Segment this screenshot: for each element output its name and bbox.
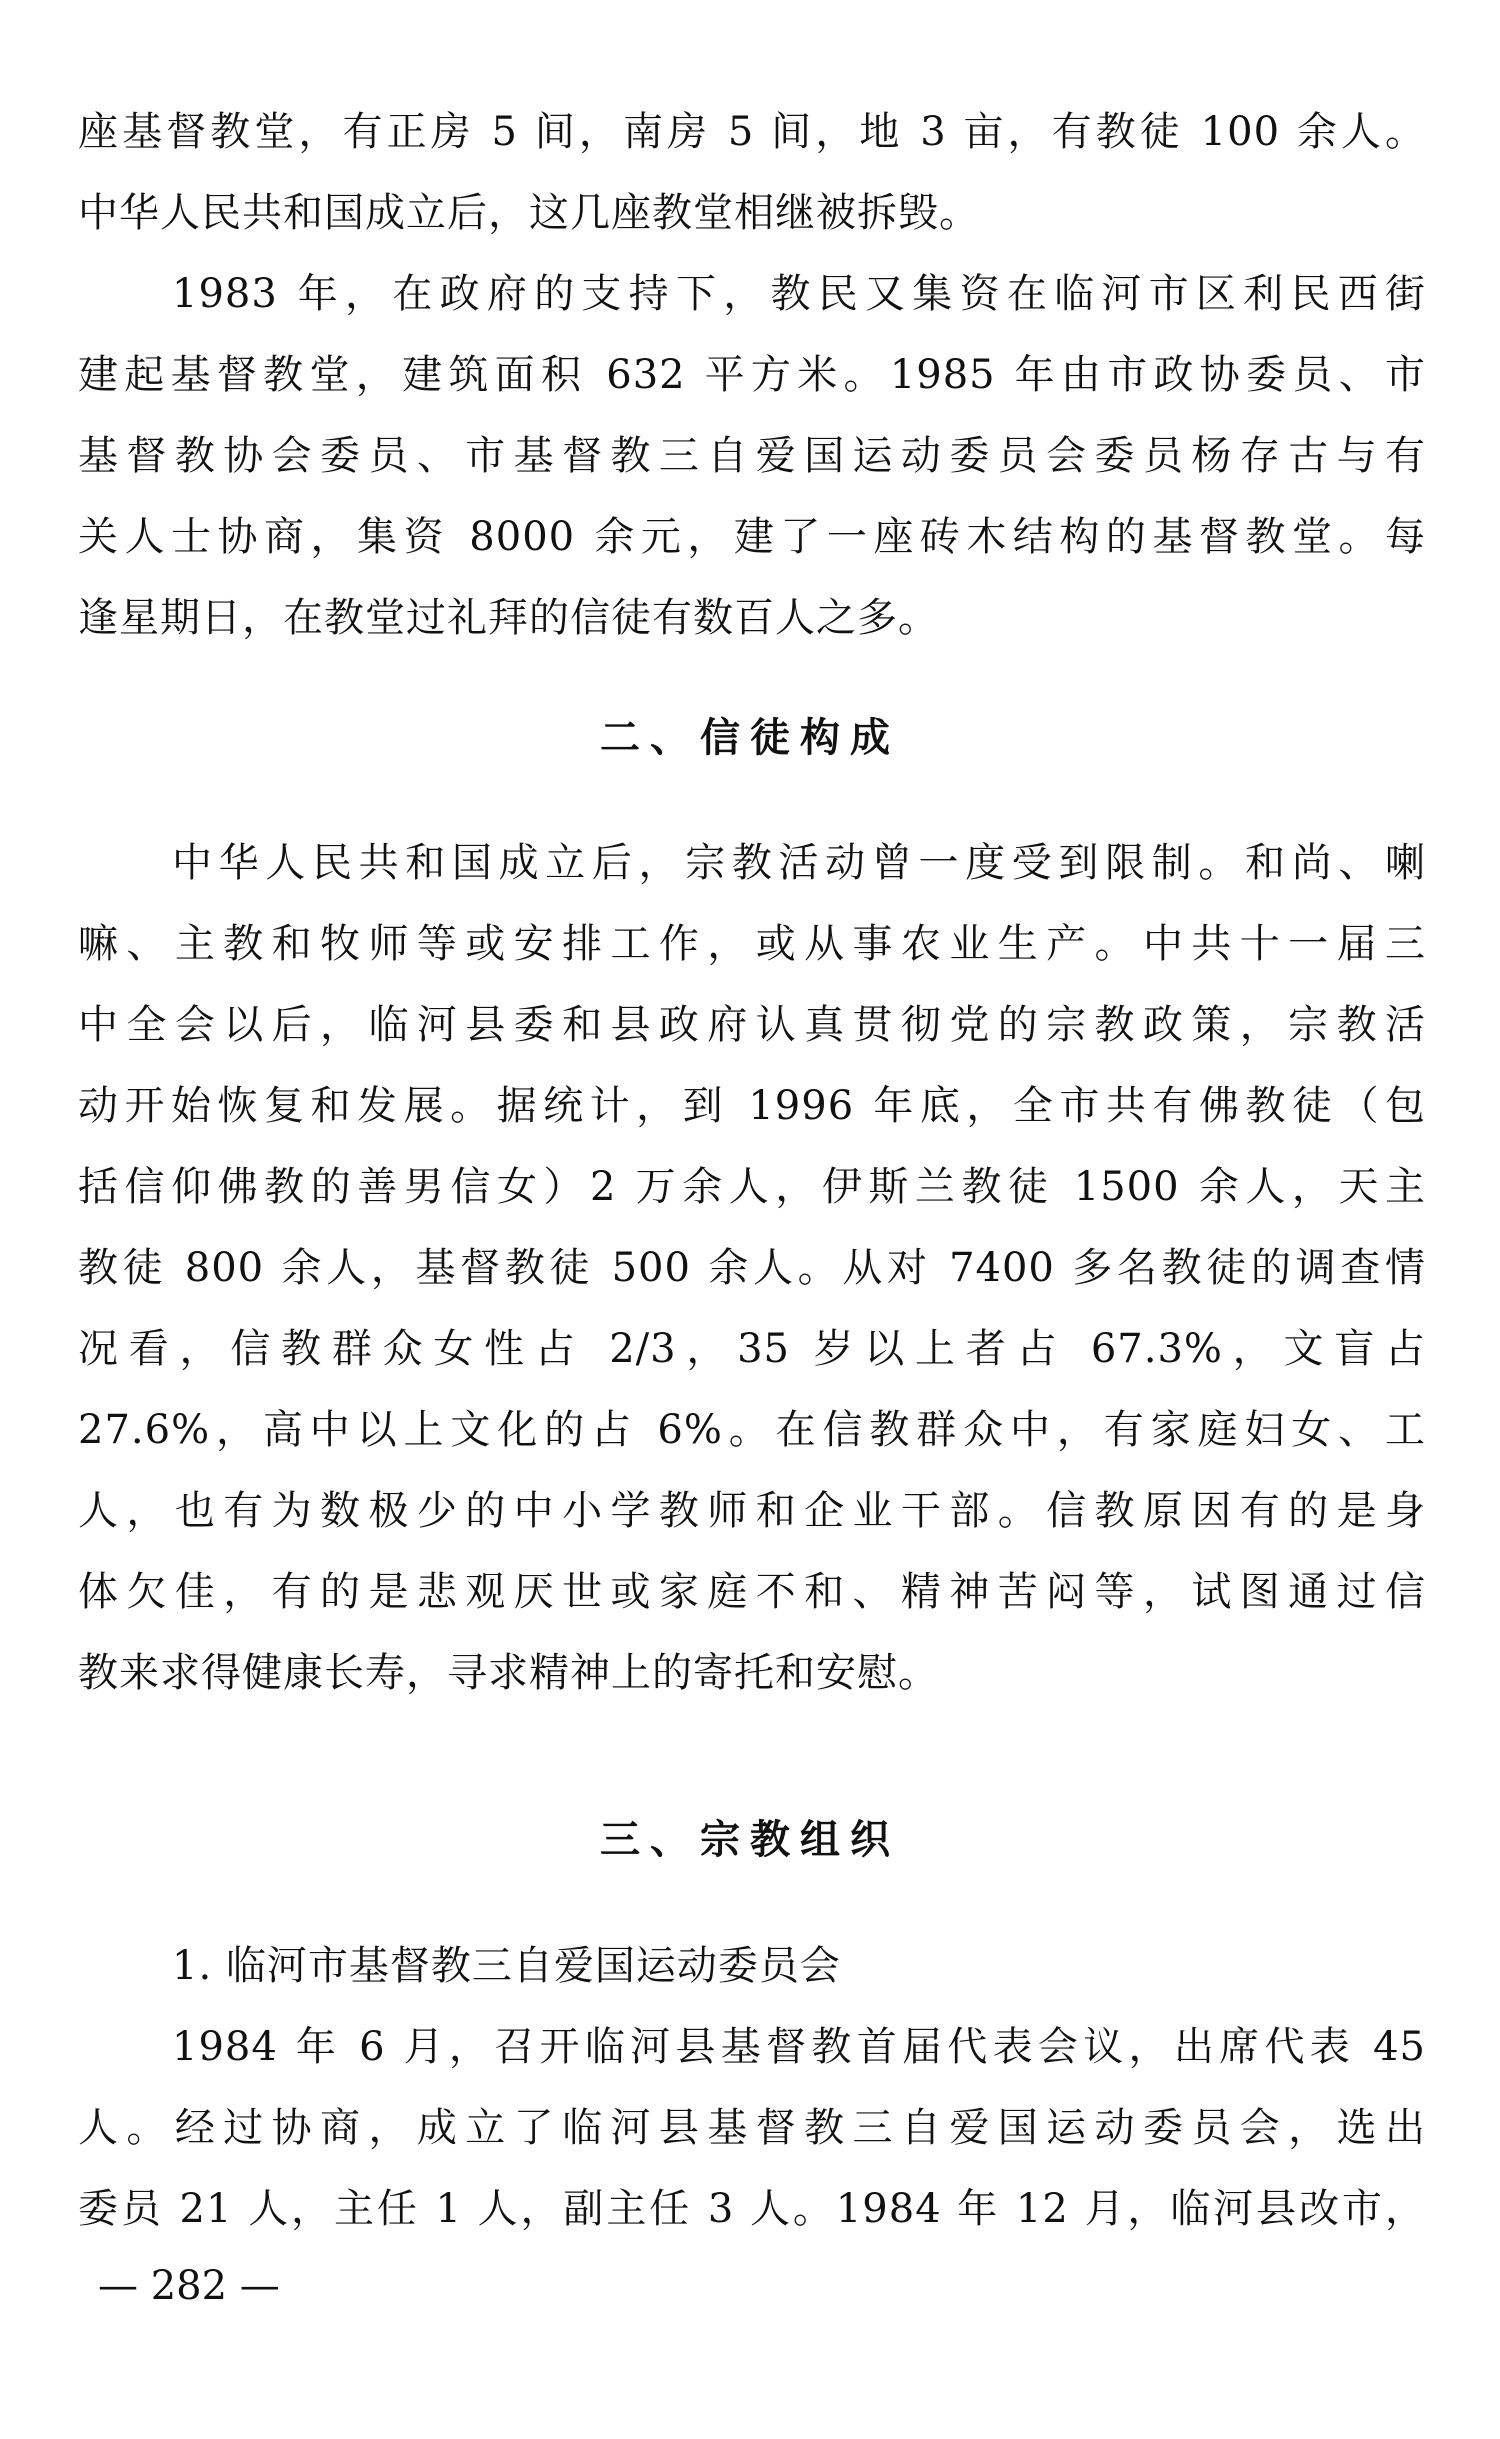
paragraph-line: 关人士协商，集资 8000 余元，建了一座砖木结构的基督教堂。每 bbox=[78, 514, 1426, 560]
section-heading: 二、信徒构成 bbox=[600, 715, 900, 761]
paragraph-line: 中华人民共和国成立后，宗教活动曾一度受到限制。和尚、喇 bbox=[172, 840, 1426, 886]
paragraph-line: 教来求得健康长寿，寻求精神上的寄托和安慰。 bbox=[78, 1650, 939, 1696]
paragraph-line: 座基督教堂，有正房 5 间，南房 5 间，地 3 亩，有教徒 100 余人。 bbox=[78, 109, 1426, 155]
paragraph-line: 教徒 800 余人，基督教徒 500 余人。从对 7400 多名教徒的调查情 bbox=[78, 1245, 1426, 1291]
paragraph-line: 人，也有为数极少的中小学教师和企业干部。信教原因有的是身 bbox=[78, 1488, 1426, 1534]
paragraph-line: 27.6%，高中以上文化的占 6%。在信教群众中，有家庭妇女、工 bbox=[78, 1407, 1426, 1453]
paragraph-line: 基督教协会委员、市基督教三自爱国运动委员会委员杨存古与有 bbox=[78, 433, 1426, 479]
section-heading: 三、宗教组织 bbox=[600, 1817, 900, 1863]
paragraph-line: 人。经过协商，成立了临河县基督教三自爱国运动委员会，选出 bbox=[78, 2105, 1426, 2151]
subsection-heading: 1. 临河市基督教三自爱国运动委员会 bbox=[172, 1943, 841, 1989]
paragraph-line: 1984 年 6 月，召开临河县基督教首届代表会议，出席代表 45 bbox=[172, 2024, 1426, 2070]
paragraph-line: 况看，信教群众女性占 2/3，35 岁以上者占 67.3%，文盲占 bbox=[78, 1326, 1426, 1372]
paragraph-line: 建起基督教堂，建筑面积 632 平方米。1985 年由市政协委员、市 bbox=[78, 352, 1426, 398]
paragraph-line: 括信仰佛教的善男信女）2 万余人，伊斯兰教徒 1500 余人，天主 bbox=[78, 1164, 1426, 1210]
paragraph-line: 1983 年，在政府的支持下，教民又集资在临河市区利民西街 bbox=[172, 271, 1426, 317]
page-number: — 282 — bbox=[98, 2263, 280, 2309]
paragraph-line: 动开始恢复和发展。据统计，到 1996 年底，全市共有佛教徒（包 bbox=[78, 1083, 1426, 1129]
paragraph-line: 中华人民共和国成立后，这几座教堂相继被拆毁。 bbox=[78, 190, 980, 236]
paragraph-line: 逢星期日，在教堂过礼拜的信徒有数百人之多。 bbox=[78, 595, 939, 641]
paragraph-line: 中全会以后，临河县委和县政府认真贯彻党的宗教政策，宗教活 bbox=[78, 1002, 1426, 1048]
paragraph-line: 嘛、主教和牧师等或安排工作，或从事农业生产。中共十一届三 bbox=[78, 921, 1426, 967]
paragraph-line: 委员 21 人，主任 1 人，副主任 3 人。1984 年 12 月，临河县改市， bbox=[78, 2186, 1426, 2232]
paragraph-line: 体欠佳，有的是悲观厌世或家庭不和、精神苦闷等，试图通过信 bbox=[78, 1569, 1426, 1615]
